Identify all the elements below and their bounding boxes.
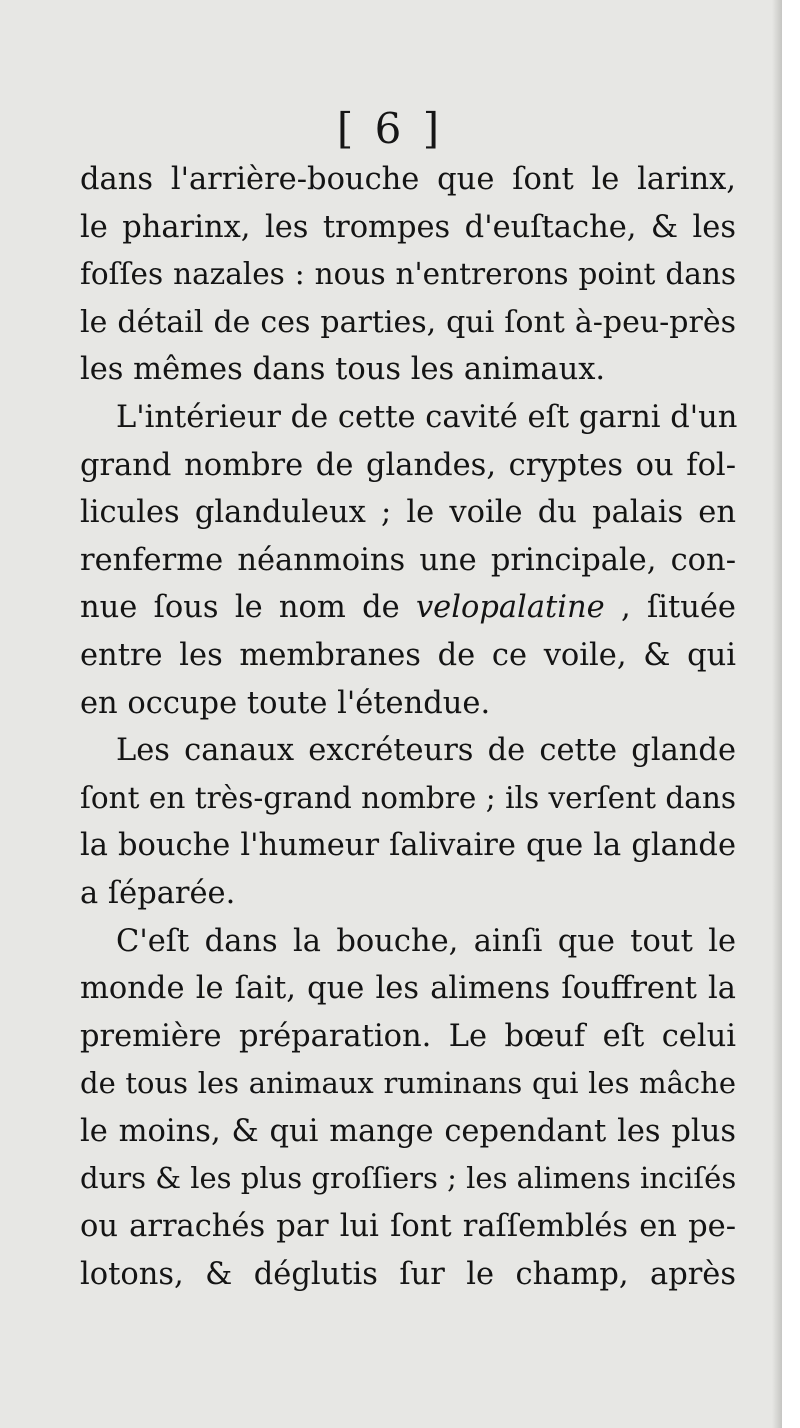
text-segment: nue ſous le nom de — [80, 590, 416, 626]
text-line: première préparation. Le bœuf eſt celui — [80, 1018, 736, 1054]
paragraph-1 — [80, 156, 736, 394]
text-line: dans l'arrière-bouche que ſont le larinx, — [80, 162, 736, 197]
text-line-with-italic — [80, 584, 736, 632]
text-line: le détail de ces parties, qui ſont à-peu-près — [80, 304, 736, 340]
text-line: C'eſt dans la bouche, ainſi que tout le — [116, 923, 736, 959]
text-segment: , ſituée — [604, 590, 736, 626]
text-line: monde le ſait, que les alimens ſouffrent la — [80, 971, 736, 1007]
paragraph-3 — [80, 727, 736, 917]
text-line: L'intérieur de cette cavité eſt garni d'un — [116, 399, 738, 435]
text-line: foſſes nazales : nous n'entrerons point dans — [80, 257, 736, 292]
body-text — [80, 156, 736, 1298]
text-line: le pharinx, les trompes d'euſtache, & les — [80, 209, 736, 245]
text-line: durs & les plus groſſiers ; les alimens inciſés — [80, 1161, 737, 1196]
text-line: ſont en très-grand nombre ; ils verſent dans — [80, 780, 736, 815]
text-line: lotons, & déglutis ſur le champ, après — [80, 1256, 736, 1292]
italic-term: velopalatine — [415, 590, 605, 626]
text-line: licules glanduleux ; le voile du palais en — [80, 495, 736, 531]
text-line: en occupe toute l'étendue. — [80, 685, 491, 721]
text-line: de tous les animaux ruminans qui les mâche — [80, 1066, 736, 1101]
text-line: a ſéparée. — [80, 875, 236, 911]
page-edge — [782, 0, 800, 1428]
text-line: le moins, & qui mange cependant les plus — [80, 1113, 736, 1149]
text-line: renferme néanmoins une principale, con- — [80, 542, 736, 578]
text-line: la bouche l'humeur ſalivaire que la glande — [80, 828, 736, 864]
text-line: ou arrachés par lui ſont raſſemblés en pe- — [80, 1209, 736, 1245]
page-number: [ 6 ] — [336, 104, 444, 153]
text-line: Les canaux excréteurs de cette glande — [116, 733, 736, 769]
page-edge-shadow — [772, 0, 782, 1428]
text-line: entre les membranes de ce voile, & qui — [80, 637, 736, 673]
text-line: les mêmes dans tous les animaux. — [80, 352, 606, 388]
text-line: grand nombre de glandes, cryptes ou fol- — [80, 447, 736, 483]
paragraph-4 — [80, 918, 736, 1299]
paragraph-2 — [80, 394, 736, 727]
